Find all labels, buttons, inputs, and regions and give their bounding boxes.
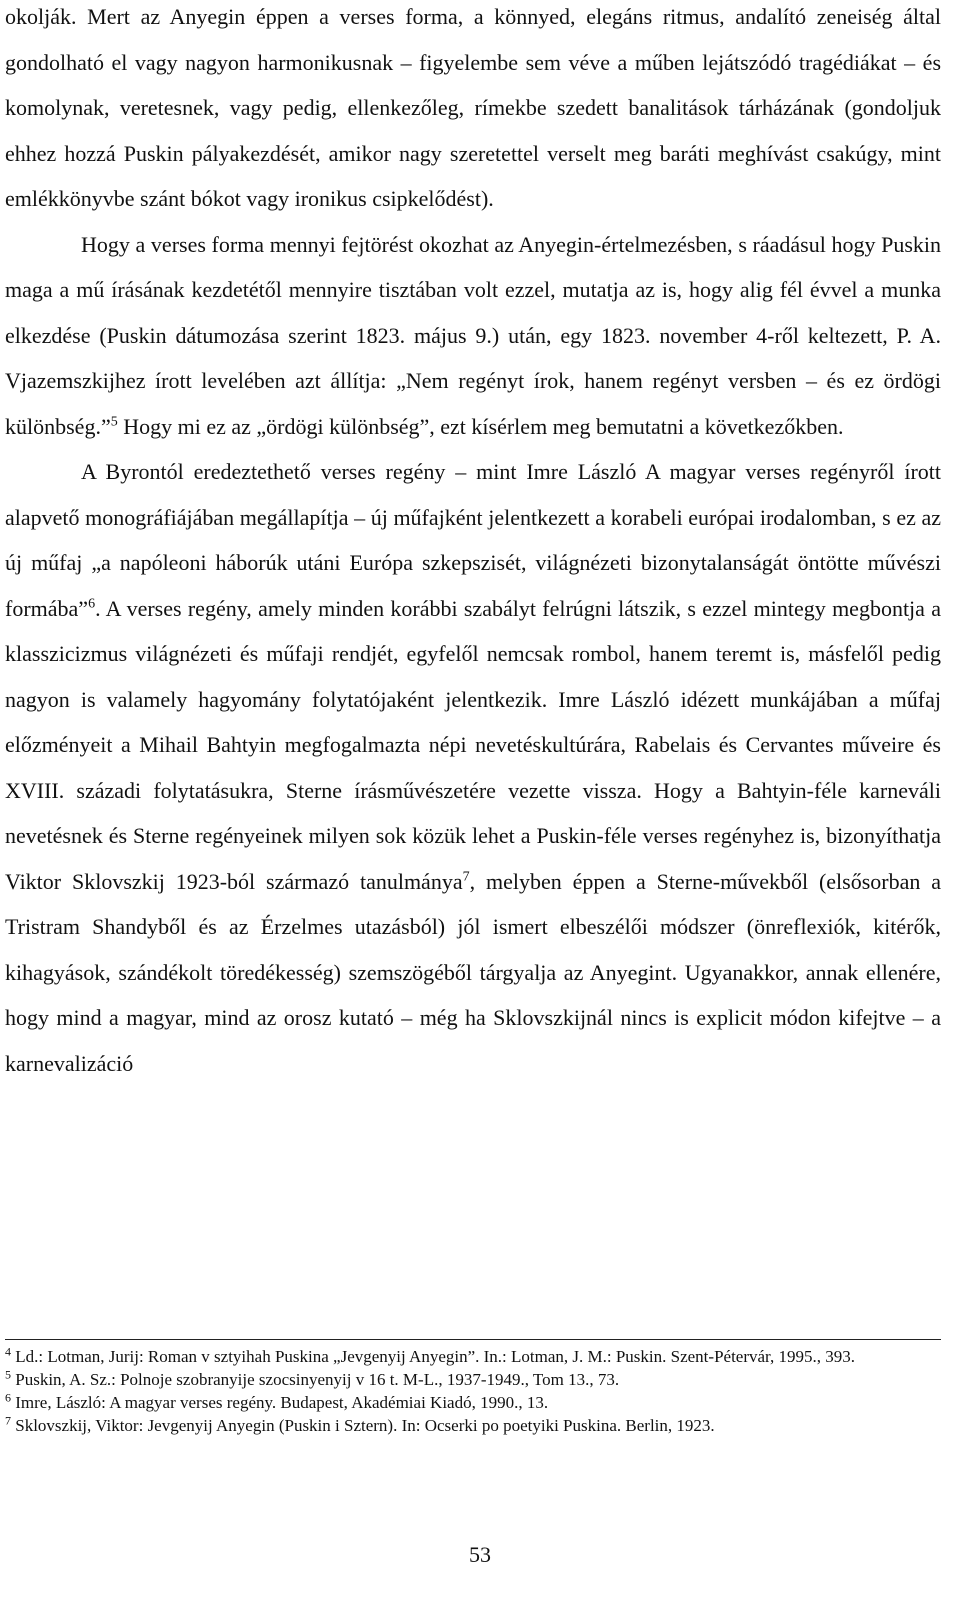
footnote-number: 5 [5,1367,11,1382]
paragraph-2-text-b: Hogy mi ez az „ördögi különbség”, ezt kísérlem meg bemutatni a következőkben. [117,413,844,439]
footnote-4 [5,1345,941,1368]
footnote-7 [5,1414,941,1437]
paragraph-3 [5,449,941,1086]
body-text [5,0,941,1086]
paragraph-2-text-a: Hogy a verses forma mennyi fejtörést okozhat az Anyegin-értelmezésben, s ráadásul hogy Puskin maga a mű írásának kezdetétől mennyire tisztában volt ezzel, mutatja az is, hogy alig fél évvel a munka elkezdése (Puskin dátumozása szerint 1823. május 9.) után, egy 1823. november 4-ről keltezett, P. A. Vjazemszkijhez írott levelében azt állítja: „Nem regényt írok, hanem regényt versben – és ez ördögi különbség.” [5,231,941,439]
footnote-text: Ld.: Lotman, Jurij: Roman v sztyihah Puskina „Jevgenyij Anyegin”. In.: Lotman, J. M.: Puskin. Szent-Pétervár, 1995., 393. [15,1347,856,1366]
footnote-6 [5,1391,941,1414]
footnote-separator [5,1339,941,1340]
footnotes [5,1345,941,1437]
paragraph-3-text-c: , melyben éppen a Sterne-művekből (elsősorban a Tristram Shandyből és az Érzelmes utazásból) jól ismert elbeszélői módszer (önreflexiók, kitérők, kihagyások, szándékolt töredékesség) szemszögéből tárgyalja az Anyegint. Ugyanakkor, annak ellenére, hogy mind a magyar, mind az orosz kutató – még ha Sklovszkijnál nincs is explicit módon kifejtve – a karnevalizáció [5,868,941,1076]
footnote-number: 4 [5,1344,11,1359]
footnote-5 [5,1368,941,1391]
footnote-text: Puskin, A. Sz.: Polnoje szobranyije szocsinyenyij v 16 t. M-L., 1937-1949., Tom 13., 73. [15,1370,620,1389]
paragraph-3-text-b: . A verses regény, amely minden korábbi szabályt felrúgni látszik, s ezzel mintegy megbontja a klasszicizmus világnézeti és műfaji rendjét, egyfelől nemcsak rombol, hanem teremt is, másfelől pedig nagyon is valamely hagyomány folytatójaként jelentkezik. Imre László idézett munkájában a műfaj előzményeit a Mihail Bahtyin megfogalmazta népi nevetéskultúrára, Rabelais és Cervantes műveire és XVIII. századi folytatásukra, Sterne írásművészetére vezette vissza. Hogy a Bahtyin-féle karneváli nevetésnek és Sterne regényeinek milyen sok közük lehet a Puskin-féle verses regényhez is, bizonyíthatja Viktor Sklovszkij 1923-ból származó tanulmánya [5,595,941,894]
footnote-ref-7[interactable]: 7 [462,869,470,885]
paragraph-2 [5,222,941,450]
footnote-ref-5[interactable]: 5 [110,414,118,430]
paragraph-1 [5,0,941,222]
footnote-text: Imre, László: A magyar verses regény. Budapest, Akadémiai Kiadó, 1990., 13. [15,1393,549,1412]
footnote-text: Sklovszkij, Viktor: Jevgenyij Anyegin (Puskin i Sztern). In: Ocserki po poetyiki Puskina. Berlin, 1923. [15,1416,715,1435]
footnote-number: 7 [5,1413,11,1428]
page-number: 53 [469,1542,491,1567]
footnote-ref-6[interactable]: 6 [88,596,96,612]
paragraph-1-text: okolják. Mert az Anyegin éppen a verses forma, a könnyed, elegáns ritmus, andalító zeneiség által gondolható el vagy nagyon harmonikusnak – figyelembe sem véve a műben lejátszódó tragédiákat – és komolynak, veretesnek, vagy pedig, ellenkezőleg, rímekbe szedett banalitások tárházának (gondoljuk ehhez hozzá Puskin pályakezdését, amikor nagy szeretettel verselt meg baráti meghívást csakúgy, mint emlékkönyvbe szánt bókot vagy ironikus csipkelődést). [5,4,941,211]
paragraph-3-text-a: A Byrontól eredeztethető verses regény – mint Imre László A magyar verses regényről írott alapvető monográfiájában megállapítja – új műfajként jelentkezett a korabeli európai irodalomban, s ez az új műfaj „a napóleoni háborúk utáni Európa szkepszisét, világnézeti bizonytalanságát öntötte művészi formába” [5,459,941,621]
footnote-number: 6 [5,1390,11,1405]
